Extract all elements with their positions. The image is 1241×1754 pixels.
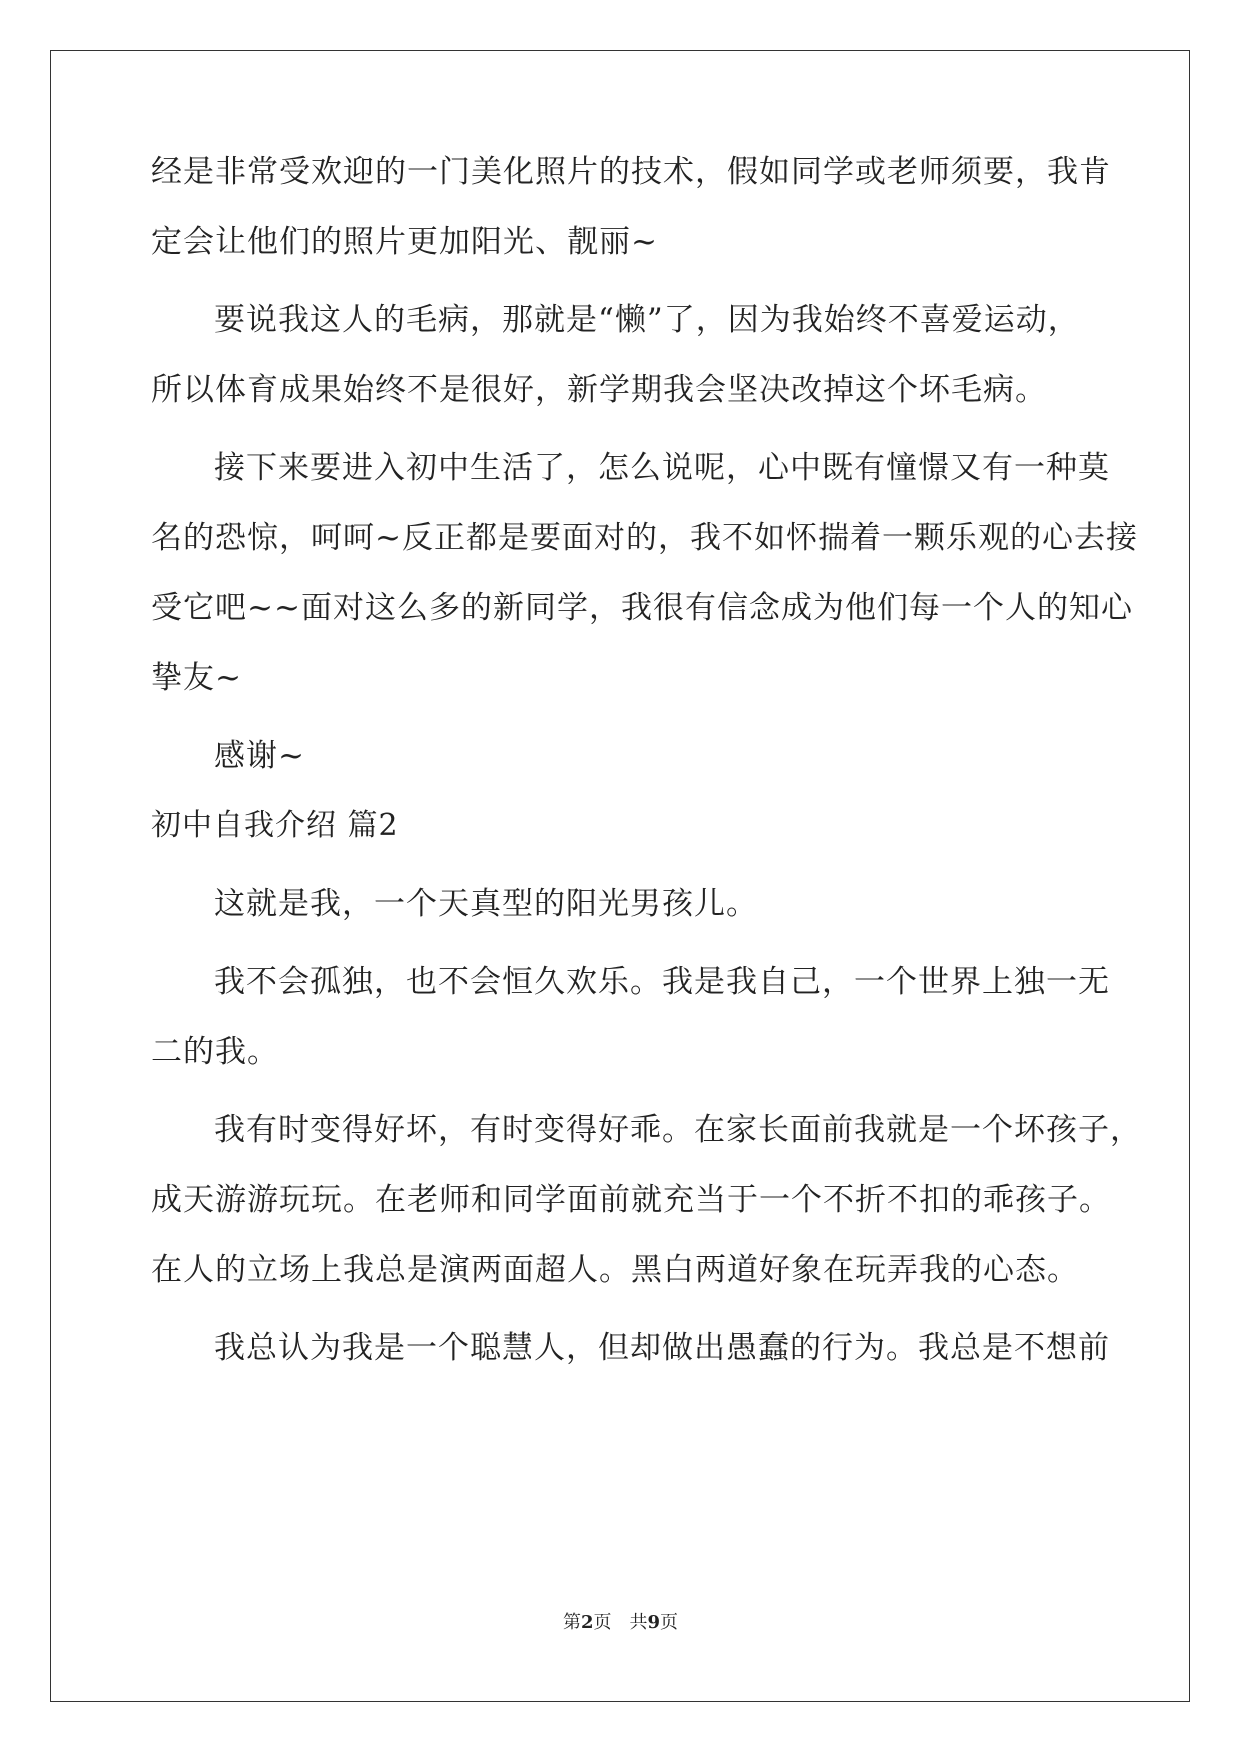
footer-total-prefix: 共	[629, 1612, 648, 1633]
text-line: 我总认为我是一个聪慧人，但却做出愚蠢的行为。我总是不想前	[214, 1330, 1110, 1366]
text-line: 名的恐惊，呵呵~反正都是要面对的，我不如怀揣着一颗乐观的心去接	[151, 520, 1138, 556]
footer-page-prefix: 第	[562, 1612, 581, 1633]
text-line: 受它吧~~面对这么多的新同学，我很有信念成为他们每一个人的知心	[151, 590, 1133, 626]
text-line: 要说我这人的毛病，那就是“懒”了，因为我始终不喜爱运动，	[214, 302, 1080, 338]
page-footer	[0, 1608, 1241, 1634]
section-heading: 初中自我介绍 篇2	[151, 808, 399, 843]
text-line: 在人的立场上我总是演两面超人。黑白两道好象在玩弄我的心态。	[151, 1252, 1079, 1288]
footer-total-suffix: 页	[660, 1612, 679, 1633]
text-line: 这就是我，一个天真型的阳光男孩儿。	[214, 886, 758, 922]
text-line: 我有时变得好坏，有时变得好乖。在家长面前我就是一个坏孩子，	[214, 1112, 1142, 1148]
page-border	[50, 50, 1190, 1702]
text-line: 经是非常受欢迎的一门美化照片的技术，假如同学或老师须要，我肯	[151, 154, 1111, 190]
text-line: 感谢~	[214, 738, 305, 774]
text-line: 接下来要进入初中生活了，怎么说呢，心中既有憧憬又有一种莫	[214, 450, 1110, 486]
text-line: 挚友~	[151, 660, 242, 696]
footer-page-mid: 页	[593, 1612, 612, 1633]
footer-page-total: 9	[647, 1612, 661, 1633]
footer-page-current: 2	[580, 1612, 594, 1633]
text-line: 定会让他们的照片更加阳光、靓丽~	[151, 224, 658, 260]
text-line: 成天游游玩玩。在老师和同学面前就充当于一个不折不扣的乖孩子。	[151, 1182, 1111, 1218]
text-line: 我不会孤独，也不会恒久欢乐。我是我自己，一个世界上独一无	[214, 964, 1110, 1000]
text-line: 二的我。	[151, 1034, 279, 1070]
text-line: 所以体育成果始终不是很好，新学期我会坚决改掉这个坏毛病。	[151, 372, 1047, 408]
